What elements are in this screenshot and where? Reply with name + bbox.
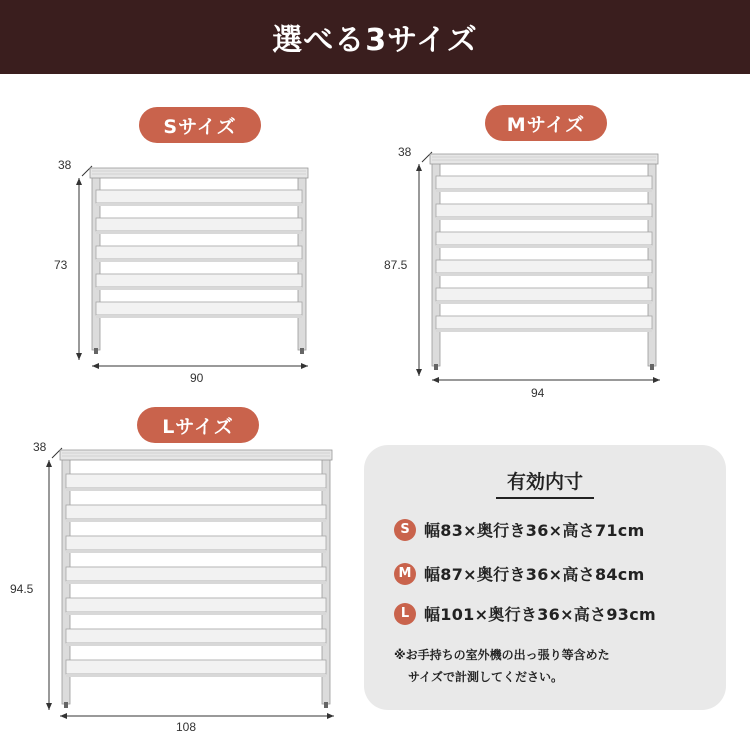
note-line-1: ※お手持ちの室外機の出っ張り等含めた [394, 648, 610, 662]
info-row-text-s: 幅83×奥行き36×高さ71cm [424, 521, 645, 540]
depth-dimension-s: 38 [58, 158, 72, 172]
depth-dimension-l: 38 [33, 440, 47, 454]
rack-illustration-l [40, 442, 340, 722]
size-label-s: Sサイズ [139, 107, 261, 143]
info-row-l [394, 602, 656, 625]
title-underline [496, 497, 594, 499]
info-row-s [394, 518, 645, 541]
page-title: 選べる3サイズ [272, 23, 478, 58]
size-label-l: Lサイズ [137, 407, 259, 443]
width-dimension-s: 90 [190, 371, 204, 385]
inner-dimensions-panel [364, 445, 726, 710]
height-dimension-m: 87.5 [384, 258, 408, 272]
info-row-text-l: 幅101×奥行き36×高さ93cm [424, 605, 656, 624]
rack-illustration-s [70, 160, 320, 375]
info-row-m [394, 562, 645, 585]
size-badge-s: S [394, 519, 416, 541]
height-dimension-l: 94.5 [10, 582, 34, 596]
info-row-text-m: 幅87×奥行き36×高さ84cm [424, 565, 645, 584]
note-line-2: サイズで計測してください。 [408, 670, 564, 684]
measurement-note [394, 644, 704, 688]
depth-dimension-m: 38 [398, 145, 412, 159]
width-dimension-l: 108 [176, 720, 197, 734]
size-label-m: Mサイズ [485, 105, 607, 141]
size-badge-l: L [394, 603, 416, 625]
height-dimension-s: 73 [54, 258, 68, 272]
header-banner [0, 0, 750, 74]
size-badge-m: M [394, 563, 416, 585]
width-dimension-m: 94 [531, 386, 545, 400]
rack-illustration-m [410, 146, 670, 386]
info-title: 有効内寸 [506, 471, 583, 493]
